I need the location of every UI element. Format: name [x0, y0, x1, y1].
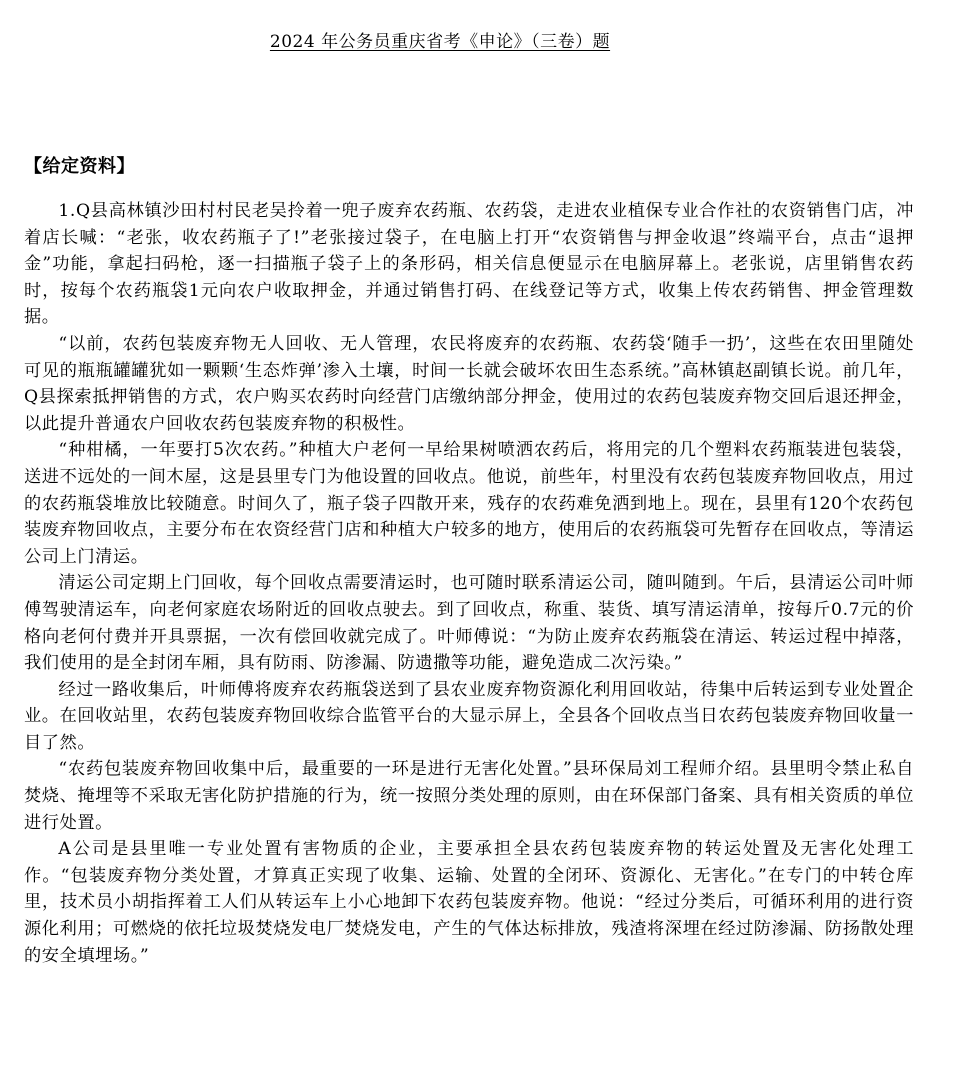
paragraph: 清运公司定期上门回收，每个回收点需要清运时，也可随时联系清运公司，随叫随到。午后，县清运公司叶师傅驾驶清运车，向老何家庭农场附近的回收点驶去。到了回收点，称重、装货、填写清运清单，按每斤0.7元的价格向老何付费并开具票据，一次有偿回收就完成了。叶师傅说：“为防止废弃农药瓶袋在清运、转运过程中掉落，我们使用的是全封闭车厢，具有防雨、防渗漏、防遗撒等功能，避免造成二次污染。” — [24, 573, 914, 674]
paragraph: A公司是县里唯一专业处置有害物质的企业，主要承担全县农药包装废弃物的转运处置及无害化处理工作。“包装废弃物分类处置，才算真正实现了收集、运输、处置的全闭环、资源化、无害化。”在专门的中转仓库里，技术员小胡指挥着工人们从转运车上小心地卸下农药包装废弃物。他说：“经过分类后，可循环利用的进行资源化利用；可燃烧的依托垃圾焚烧发电厂焚烧发电，产生的气体达标排放，残渣将深埋在经过防渗漏、防扬散处理的安全填埋场。” — [24, 839, 914, 966]
document-title: 2024 年公务员重庆省考《申论》（三卷）题 — [269, 32, 611, 52]
paragraph: “以前，农药包装废弃物无人回收、无人管理，农民将废弃的农药瓶、农药袋‘随手一扔’，这些在农田里随处可见的瓶瓶罐罐犹如一颗颗‘生态炸弹’渗入土壤，时间一长就会破坏农田生态系统。”高林镇赵副镇长说。前几年，Q县探索抵押销售的方式，农户购买农药时向经营门店缴纳部分押金，使用过的农药包装废弃物交回后退还押金，以此提升普通农户回收农药包装废弃物的积极性。 — [24, 333, 914, 434]
paragraph: 经过一路收集后，叶师傅将废弃农药瓶袋送到了县农业废弃物资源化利用回收站，待集中后转运到专业处置企业。在回收站里，农药包装废弃物回收综合监管平台的大显示屏上，全县各个回收点当日农药包装废弃物回收量一目了然。 — [24, 679, 914, 753]
document-body — [24, 198, 914, 969]
paragraph: “农药包装废弃物回收集中后，最重要的一环是进行无害化处置。”县环保局刘工程师介绍。县里明令禁止私自焚烧、掩埋等不采取无害化防护措施的行为，统一按照分类处理的原则，由在环保部门备案、具有相关资质的单位进行处置。 — [24, 759, 914, 833]
paragraph: “种柑橘，一年要打5次农药。”种植大户老何一早给果树喷洒农药后，将用完的几个塑料农药瓶装进包装袋，送进不远处的一间木屋，这是县里专门为他设置的回收点。他说，前些年，村里没有农药包装废弃物回收点，用过的农药瓶袋堆放比较随意。时间久了，瓶子袋子四散开来，残存的农药难免洒到地上。现在，县里有120个农药包装废弃物回收点，主要分布在农资经营门店和种植大户较多的地方，使用后的农药瓶袋可先暂存在回收点，等清运公司上门清运。 — [24, 440, 914, 567]
section-heading: 【给定资料】 — [24, 156, 135, 177]
paragraph: 1.Q县高林镇沙田村村民老吴拎着一兜子废弃农药瓶、农药袋，走进农业植保专业合作社的农资销售门店，冲着店长喊：“老张，收农药瓶子了!”老张接过袋子，在电脑上打开“农资销售与押金收退”终端平台，点击“退押金”功能，拿起扫码枪，逐一扫描瓶子袋子上的条形码，相关信息便显示在电脑屏幕上。老张说，店里销售农药时，按每个农药瓶袋1元向农户收取押金，并通过销售打码、在线登记等方式，收集上传农药销售、押金管理数据。 — [24, 201, 914, 328]
